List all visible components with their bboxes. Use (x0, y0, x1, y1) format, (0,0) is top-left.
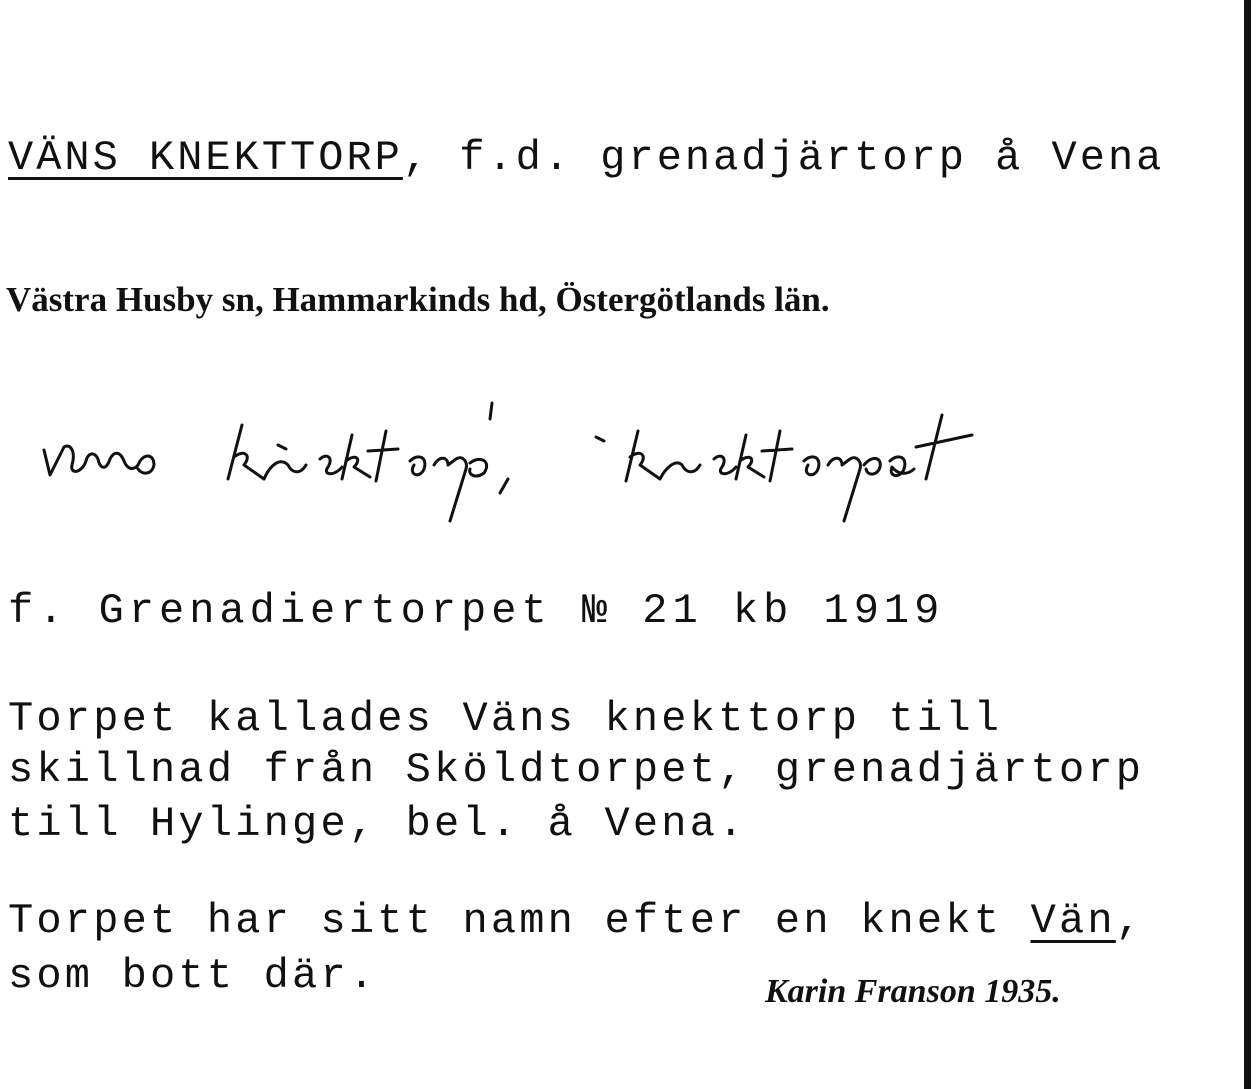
title-description: , f.d. grenadjärtorp å Vena (402, 134, 1165, 182)
former-name-line: f. Grenadiertorpet № 21 kb 1919 (8, 587, 945, 635)
location-line: Västra Husby sn, Hammarkinds hd, Östergötlands län. (6, 280, 830, 319)
paragraph-line: skillnad från Sköldtorpet, grenadjärtorp (8, 746, 1145, 794)
place-name: VÄNS KNEKTTORP (8, 134, 403, 182)
card-title (8, 134, 1165, 182)
card-edge-border (1244, 0, 1251, 1089)
paragraph-line: som bott där. (8, 952, 378, 1000)
underlined-name: Vän (1030, 897, 1116, 945)
paragraph-text: Torpet har sitt namn efter en knekt (8, 897, 1031, 945)
paragraph-line: Torpet kallades Väns knekttorp till (8, 695, 1003, 743)
handwritten-pronunciation (30, 395, 1010, 525)
paragraph-line (8, 897, 1145, 945)
paragraph-text: , (1115, 897, 1145, 945)
signature: Karin Franson 1935. (765, 973, 1061, 1010)
paragraph-line: till Hylinge, bel. å Vena. (8, 800, 747, 848)
